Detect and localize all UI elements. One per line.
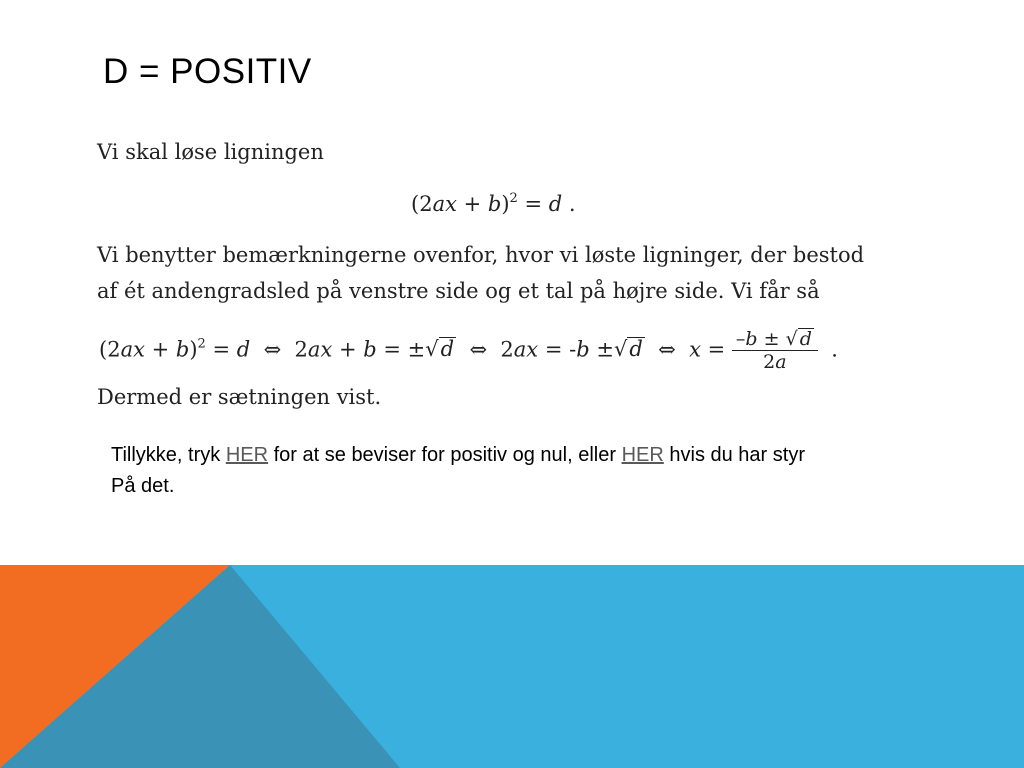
intro-text: Vi skal løse ligningen — [97, 140, 324, 164]
iff-symbol: ⇔ — [658, 337, 676, 362]
sqrt-d: √d — [425, 337, 455, 362]
body-text — [111, 440, 911, 502]
equation-tail: . — [568, 192, 576, 216]
paragraph-line-1: Vi benytter bemærkningerne ovenfor, hvor vi løste ligninger, der bestod — [97, 243, 865, 267]
slide-title: D = POSITIV — [103, 52, 312, 91]
body-text-part-3: hvis du har styr — [669, 444, 805, 466]
paragraph-line-2: af ét andengradsled på venstre side og et tal på højre side. Vi får så — [97, 279, 820, 303]
her-link-other[interactable]: HER — [621, 444, 664, 466]
iff-symbol: ⇔ — [263, 337, 282, 362]
sqrt-d: √d — [613, 337, 643, 362]
body-last-line: På det. — [111, 475, 175, 497]
decorative-banner — [0, 565, 1024, 768]
derivation-tail: . — [831, 337, 838, 362]
derivation-equation: $(2ax + b)^2 = d$ ⇔ 2ax + b = ±√d ⇔ 2ax = -b ±√d ⇔ x = $\frac{-b \pm √ d}{2a}$ . — [99, 328, 838, 373]
iff-symbol: ⇔ — [469, 337, 488, 362]
body-text-part-2: for at se beviser for positiv og nul, eller — [273, 444, 617, 466]
body-text-part-1: Tillykke, tryk — [111, 444, 221, 466]
main-equation: $(2ax + b)^2 = d$ . — [411, 191, 576, 216]
conclusion-text: Dermed er sætningen vist. — [97, 385, 382, 409]
quadratic-fraction: $\frac{-b \pm √ d}{2a}$ — [732, 328, 818, 374]
her-link-positive-zero[interactable]: HER — [225, 444, 269, 466]
